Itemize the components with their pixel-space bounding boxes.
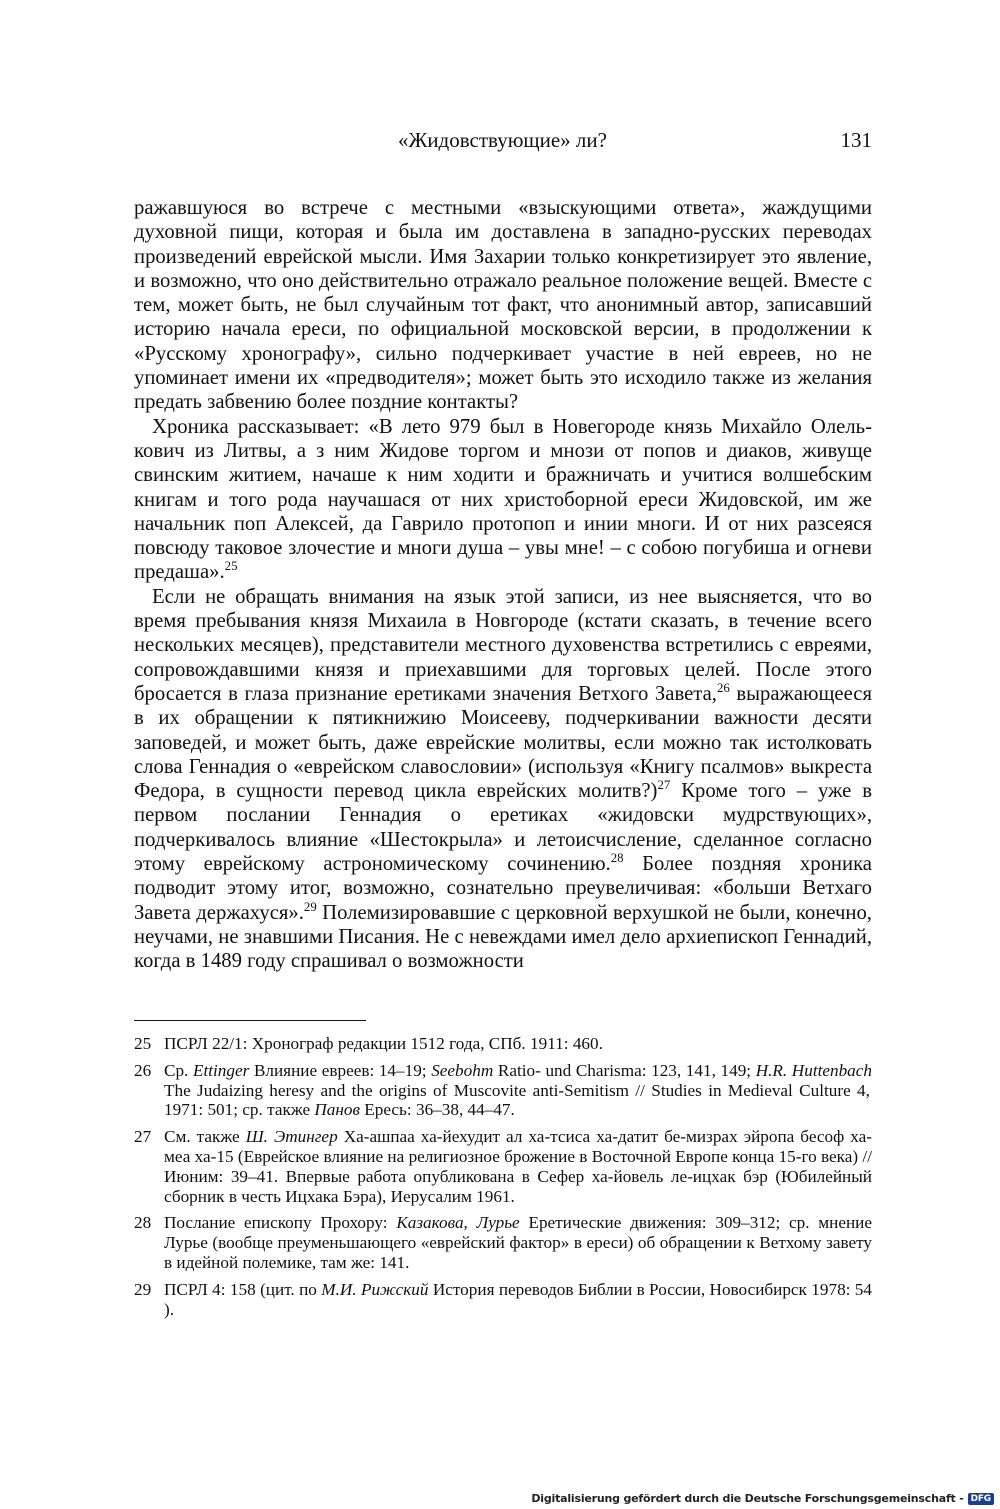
footnote-28 bbox=[134, 1213, 872, 1272]
author-name: Ettinger bbox=[192, 1060, 250, 1080]
footnote-text-part: Ср. bbox=[164, 1060, 193, 1080]
paragraph-1-text: ражавшуюся во встрече с местными «взыскующими ответа», жаждущими духовной пищи, которая и была им доставлена в западно-русских переводах произведений еврейской мысли. Имя Захарии только конкретизирует это явление, и возможно, что оно действительно отражало реальное положение вещей. Вместе с тем, может быть, не был случайным тот факт, что анонимный автор, записавший историю начала ереси, по официальной московской версии, в продолжении к «Русскому хронографу», сильно подчеркивает участие в ней евреев, но не упоминает имени их «предводителя»; может быть это исходило также из желания предать забвению более поздние контакты? bbox=[134, 197, 872, 414]
footnote-ref-27[interactable]: 27 bbox=[657, 778, 671, 793]
paragraph-2-text: Хроника рассказывает: «В лето 979 был в Новегороде князь Михайло Олелькович из Литвы, а з ним Жидове торгом и мнози от попов и диаков, живуще свинским житием, начаше к ним ходити и бражничать и учитися волшебским книгам и того рода научашася от них христоборной ереси Жидовской, им же начальник поп Алексей, да Гаврило протопоп и инии многи. И от них разсеяся повсюду таковое злочестие и многи душа – увы мне! – с собою погубиша и огневи предаша». bbox=[134, 415, 872, 584]
footnote-text-part: Ха-ашпаа ха-йехудит ал ха-тсиса ха-датит бе-мизрах эйропа бесоф ха-меа ха-15 (Еврейское влияние на религиозное брожение в Восточной Европе конца 15-го века) // Июним: 39–41. Впервые работа опубликована в Сефер ха-йовель ле-ицхак бэр (Юбилейный сборник в честь Ицхака Бэра), Иерусалим 1961. bbox=[164, 1127, 872, 1206]
paragraph-3-text-c: Кроме того – уже в первом послании Геннадия о еретиках «жидовски мудрствующих», подчеркивалось влияние «Шестокрыла» и летоисчисление, сделанное согласно этому еврейскому астрономическому сочинению. bbox=[134, 780, 872, 876]
footnote-27 bbox=[134, 1127, 872, 1206]
footnote-text-part: Ratio- und Charisma: 123, 141, 149; bbox=[493, 1060, 756, 1080]
footnote-divider bbox=[134, 1020, 366, 1021]
author-name: H.R. Huttenbach bbox=[755, 1060, 872, 1080]
footnote-text-part: Еретические движения: 309–312; ср. мнение Лурье (вообще преуменьшающего «еврейский фактор» в ереси) об обращении к Ветхому завету в идейной полемике, там же: 141. bbox=[164, 1213, 873, 1272]
footnote-text-part: Послание епископу Прохору: bbox=[164, 1213, 397, 1233]
footnotes bbox=[134, 1034, 872, 1326]
paragraph-1 bbox=[134, 196, 872, 415]
paragraph-3-text-a: Если не обращать внимания на язык этой записи, из нее выясняется, что во время пребывания князя Михаила в Новгороде (кстати сказать, в течение всего нескольких месяцев), представители местного духовенства встретились с евреями, сопровождавшими князя и приехавшими для торговых целей. После этого бросается в глаза признание еретиками значения Ветхого Завета, bbox=[134, 585, 872, 705]
footnote-number: 27 bbox=[134, 1127, 152, 1147]
author-name: Seebohm bbox=[431, 1060, 494, 1080]
page-number: 131 bbox=[840, 128, 872, 152]
footnote-ref-28[interactable]: 28 bbox=[610, 851, 624, 866]
running-title: «Жидовствующие» ли? bbox=[398, 128, 607, 152]
footnote-text bbox=[164, 1127, 872, 1206]
footnote-text-part: Влияние евреев: 14–19; bbox=[249, 1060, 432, 1080]
author-name: М.И. Рижский bbox=[321, 1279, 429, 1299]
footnote-text-part: The Judaizing heresy and the origins of Muscovite anti-Semitism // Studies in Medieval Culture 4, 1971: 501; ср. также bbox=[164, 1080, 870, 1120]
digitization-watermark bbox=[531, 1492, 994, 1505]
paragraph-3 bbox=[134, 585, 872, 974]
paragraph-3-text-b: выражающееся в их обращении к пятикнижию Моисееву, подчеркивании важности десяти заповедей, и может быть, даже еврейские молитвы, если можно так истолковать слова Геннадия о «еврейском славословии» (используя «Книгу псалмов» выкреста Федора, в сущности перевод цикла еврейских молитв?) bbox=[134, 682, 872, 803]
footnote-number: 26 bbox=[134, 1060, 152, 1080]
footnote-25 bbox=[134, 1034, 872, 1054]
footnote-text: ПСРЛ 22/1: Хронограф редакции 1512 года, СПб. 1911: 460. bbox=[164, 1034, 603, 1053]
footnote-number: 28 bbox=[134, 1213, 152, 1233]
footnote-ref-29[interactable]: 29 bbox=[303, 899, 317, 914]
footnote-29 bbox=[134, 1280, 872, 1320]
paragraph-3-text-d: Более поздняя хроника подводит этому итог, возможно, сознательно преувеличивая: «больши Ветхаго Завета держахуся». bbox=[134, 853, 872, 924]
author-name: Ш. Этингер bbox=[245, 1127, 338, 1147]
footnote-text bbox=[164, 1280, 872, 1320]
footnote-ref-26[interactable]: 26 bbox=[716, 681, 730, 696]
dfg-logo-icon: DFG bbox=[968, 1493, 994, 1505]
footnote-text bbox=[164, 1061, 872, 1120]
author-name: Панов bbox=[314, 1100, 360, 1120]
footnote-text-part: См. также bbox=[164, 1127, 246, 1147]
footnote-26 bbox=[134, 1061, 872, 1120]
watermark-text: Digitalisierung gefördert durch die Deutsche Forschungsgemeinschaft - bbox=[531, 1492, 964, 1505]
footnote-text-part: Ересь: 36–38, 44–47. bbox=[359, 1100, 515, 1120]
body-text bbox=[134, 196, 872, 974]
page-header bbox=[134, 128, 872, 158]
footnote-ref-25[interactable]: 25 bbox=[224, 559, 238, 574]
footnote-number: 25 bbox=[134, 1034, 152, 1053]
footnote-number: 29 bbox=[134, 1279, 152, 1299]
paragraph-3-text-e: Полемизировавшие с церковной верхушкой не были, конечно, неучами, не знавшими Писания. Не с невеждами имел дело архиепископ Геннадий, когда в 1489 году спрашивал о возможности bbox=[134, 901, 872, 973]
footnote-text-part: История переводов Библии в России, Новосибирск 1978: 54 ). bbox=[164, 1279, 872, 1319]
footnote-text bbox=[164, 1213, 872, 1272]
author-name: Казакова, Лурье bbox=[396, 1213, 520, 1233]
footnote-text-part: ПСРЛ 4: 158 (цит. по bbox=[164, 1279, 322, 1299]
paragraph-2 bbox=[134, 415, 872, 585]
